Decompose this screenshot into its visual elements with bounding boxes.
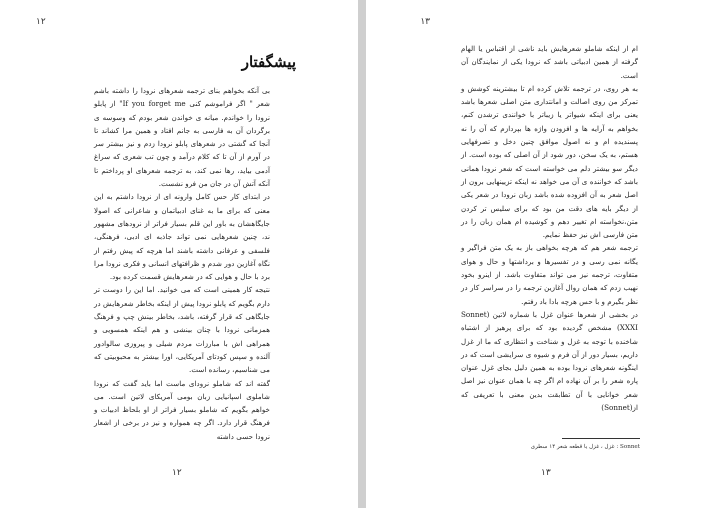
paragraph: بی آنکه بخواهم بنای ترجمه شعرهای نرودا را داشته باشم شعر " اگر فراموشم کنی If you forget me" از پابلو نرودا را خواندم. میانه ی خواندن شعر بودم که وسوسه ی برگردان آن به فارسی به جانم افتاد و همین مرا کشاند تا آنجا که گشتی در شعرهای پابلو نرودا زدم و نیز بیشتر سر در آورم از آن تا که کلام درآمد و چون تب شعری که سراغ آدمی بیاید، رها نمی کند، به ترجمه شعرهای او پرداختم تا آنکه آتش آن در جان من فرو نشست.: [94, 86, 270, 189]
footnote-rule: [562, 438, 640, 439]
paragraph: نتیجه کار همینی است که می خوانید. اما این را دوست تر دارم بگویم که پابلو نرودا پیش از اینکه بخاطر شعرهایش در جایگاهی که قرار گرفته، باشد، بخاطر بینش چپ و فرهنگ همزمانی نرودا با چنان بینشی و هم اینکه همسویی و همراهی اش با مبارزات مردم شیلی و پیروزی سالوادور آلنده و سپس کودتای آمریکایی، اورا بیشتر به محبوبیتی که می شناسیم، رسانده است.: [94, 285, 270, 375]
paragraph: گفته اند که شاملو نرودای ماست اما باید گفت که نرودا شاملوی اسپانیایی زبان بومی آمریکای لاتین است. می خواهم بگویم که شاملو بسیار فراتر از او بلحاظ ادبیات و فرهنگ قرار دارد. اگر چه همواره و نیز در برخی از اشعار نرودا حسی داشته: [94, 378, 270, 441]
page-header-number: ۱۲: [36, 17, 46, 27]
footnote: Sonnet : غزل ، غزل یا قطعه شعر ۱۴ سطری: [530, 444, 640, 450]
paragraph: ام از اینکه شاملو شعرهایش باید ناشی از اقتباس یا الهام گرفته از همین ادبیاتی باشد که نرودا یکی از نمایندگان آن است.: [461, 44, 638, 80]
page-gutter: [358, 0, 366, 508]
page-footer-number: ۱۲: [172, 468, 182, 478]
left-page: [0, 0, 358, 508]
paragraph: در ابتدای کار حس کامل وارونه ای از نرودا داشتم به این معنی که برای ما به غنای ادبیاتمان و شاعرانی که اصولا جایگاهشان به باور این قلم بسیار فراتر از نرودهای مشهور ند، چنین شعرهایی نمی تواند جاذبه ای ادبی، فرهنگی، فلسفی و عرفانی داشته باشند اما هرچه که پیش رفتم از نگاه آغازین دور شدم و ظرافتهای انسانی و فکری نرودا مرا برد با حال و هوایی که در شعرهایش قسمت کرده بود.: [94, 192, 270, 282]
body-text: [94, 84, 270, 443]
page-footer-number: ۱۳: [541, 468, 551, 478]
paragraph: ترجمه شعر هم که هرچه بخواهی باز به یک متن فراگیر و یگانه نمی رسی و در تفسیرها و برداشتها و حال و هوای متفاوت، ترجمه نیز می تواند متفاوت باشد. از اینرو بخود نهیب زدم که همان روال آغازین ترجمه را در سراسر کار در نظر بگیرم و با حس هرچه بادا باد رفتم.: [461, 243, 638, 306]
page-header-number: ۱۳: [420, 17, 430, 27]
paragraph: در بخشی از شعرها عنوان غزل با شماره لاتین (Sonnet XXXI) مشخص گردیده بود که برای پرهیز از اشتباه شاخنده با توجه به غزل و شناخت و انتظاری که ما از غزل داریم، بسیار دور از آن فرم و شیوه ی سرایشی است که در اینگونه شعرهای نرودا بوده به همین دلیل بجای غزل عنوان پاره شعر را بر آن نهاده ام اگر چه با همان عنوان نیز اصل شعر خوانایی با آن تطابقت بدین معنی با تعریفی که از(Sonnet): [461, 309, 638, 413]
body-text: [461, 42, 638, 414]
page-title: پیشگفتار: [241, 53, 296, 71]
right-page: [366, 0, 724, 508]
paragraph: به هر روی، در ترجمه تلاش کرده ام تا بیشترینه کوشش و تمرکز من روی اصالت و امانتداری متن اصلی شعرها باشد یعنی برای اینکه شیواتر یا زیباتر با خوانندی ترشدن کنم، بخواهم به آرایه ها و افزودن واژه ها بپردازم که آن را نه پسندیده ام و نه اصول موافق چنین دخل و تصرفهایی هستم، به یک سخن، دور شود از آن اصلی که بوده است. از دیگر سو بیشتر دلم می خواسته است که شعر نرودا همانی باشد که خواننده ی آن می خواهد نه اینکه تزیینهایی برون از اصل شعر به آن افزوده شده باشد زبان نرودا در شعر یکی از دیگر بایه های دقت من بود که برای سلیس تر کردن متن،نخواسته ام تغییر دهم و کوشیده ام همان زبان را در متن فارسی اش نیز حفظ نمایم.: [461, 83, 638, 240]
